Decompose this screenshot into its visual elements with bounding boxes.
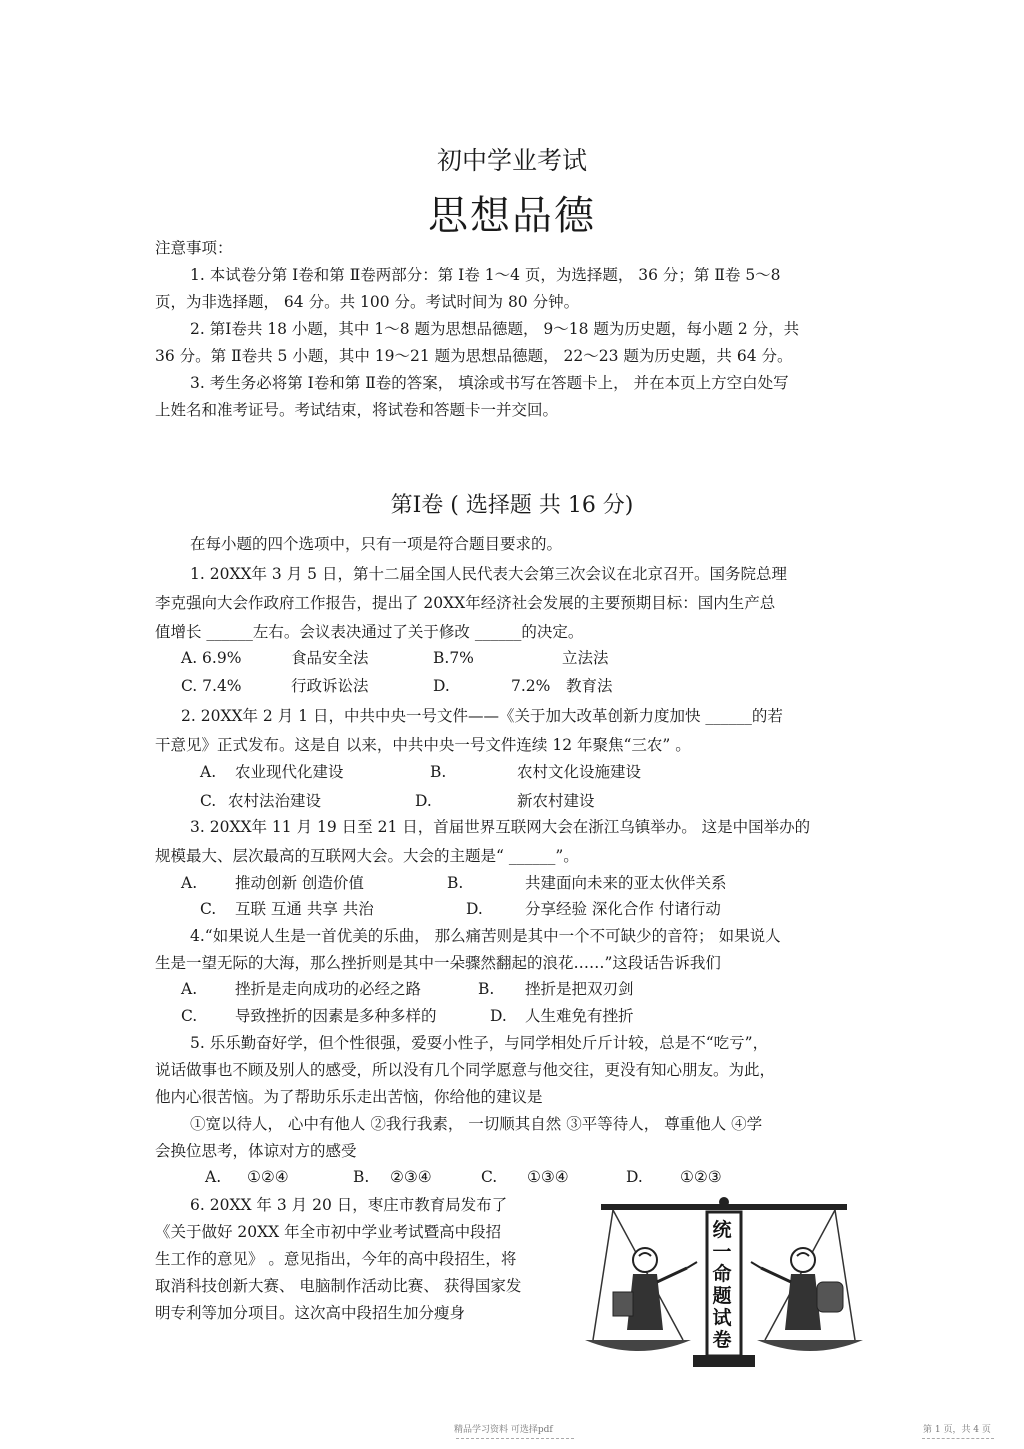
q5-option-b-text: ②③④ bbox=[390, 1168, 432, 1186]
question-2-line: 干意见》正式发布。这是自 以来，中共中央一号文件连续 12 年聚焦“三农” 。 bbox=[155, 736, 691, 754]
q5-option-c-text: ①③④ bbox=[527, 1168, 569, 1186]
footer-divider-left bbox=[456, 1438, 574, 1439]
q4-option-b-text: 挫折是把双刃剑 bbox=[525, 980, 634, 998]
question-6-line: 取消科技创新大赛、 电脑制作活动比赛、 获得国家发 bbox=[155, 1277, 522, 1295]
q3-option-a: A. bbox=[181, 874, 198, 892]
q3-option-d-text: 分享经验 深化合作 付诸行动 bbox=[525, 900, 721, 918]
q3-option-a-text: 推动创新 创造价值 bbox=[235, 874, 364, 892]
q4-option-c: C. bbox=[181, 1007, 198, 1025]
q4-option-b: B. bbox=[478, 980, 495, 998]
q5-option-c: C. bbox=[481, 1168, 498, 1186]
q2-option-d: D. bbox=[415, 792, 432, 810]
q3-option-c-text: 互联 互通 共享 共治 bbox=[235, 900, 374, 918]
notice-line: 2. 第Ⅰ卷共 18 小题，其中 1～8 题为思想品德题， 9～18 题为历史题，每小题 2 分，共 bbox=[190, 320, 800, 338]
q2-option-a: A. bbox=[200, 763, 217, 781]
notice-line: 上姓名和准考证号。考试结束，将试卷和答题卡一并交回。 bbox=[155, 401, 559, 419]
q1-option-b-text: 立法法 bbox=[562, 649, 609, 667]
section-title: 第Ⅰ卷 ( 选择题 共 16 分) bbox=[390, 493, 634, 518]
q2-option-c-text: 农村法治建设 bbox=[228, 792, 322, 810]
q2-option-c: C. bbox=[200, 792, 217, 810]
question-1-line: 1. 20XX年 3 月 5 日，第十二届全国人民代表大会第三次会议在北京召开。国务院总理 bbox=[190, 565, 787, 583]
q4-option-a-text: 挫折是走向成功的必经之路 bbox=[235, 980, 422, 998]
q2-option-a-text: 农业现代化建设 bbox=[235, 763, 344, 781]
q5-option-b: B. bbox=[353, 1168, 370, 1186]
footer-page-number: 第 1 页，共 4 页 bbox=[923, 1425, 991, 1435]
notice-line: 36 分。第 Ⅱ卷共 5 小题，其中 19～21 题为思想品德题， 22～23 题为历史题，共 64 分。 bbox=[155, 347, 793, 365]
q1-option-b: B.7% bbox=[433, 649, 474, 667]
q4-option-c-text: 导致挫折的因素是多种多样的 bbox=[235, 1007, 437, 1025]
footer-divider-right bbox=[922, 1438, 994, 1439]
question-6-line: 6. 20XX 年 3 月 20 日，枣庄市教育局发布了 bbox=[190, 1196, 508, 1214]
question-4-line: 生是一望无际的大海，那么挫折则是其中一朵骤然翻起的浪花……”这段话告诉我们 bbox=[155, 954, 721, 972]
question-5-line: ①宽以待人， 心中有他人 ②我行我素， 一切顺其自然 ③平等待人， 尊重他人 ④学 bbox=[190, 1115, 763, 1133]
q2-option-d-text: 新农村建设 bbox=[517, 792, 595, 810]
question-2-line: 2. 20XX年 2 月 1 日，中共中央一号文件——《关于加大改革创新力度加快 ______的若 bbox=[181, 707, 783, 725]
footer-left: 精品学习资料 可选择pdf bbox=[454, 1425, 553, 1435]
q1-option-d-value: 7.2% bbox=[511, 677, 551, 695]
question-3-line: 规模最大、层次最高的互联网大会。大会的主题是“ ______”。 bbox=[155, 847, 579, 865]
q4-option-d: D. bbox=[490, 1007, 507, 1025]
q1-option-d-text: 教育法 bbox=[566, 677, 613, 695]
question-1-line: 李克强向大会作政府工作报告，提出了 20XX年经济社会发展的主要预期目标：国内生产总 bbox=[155, 594, 776, 612]
q2-option-b: B. bbox=[430, 763, 447, 781]
illustration-label: 统一命题试卷 bbox=[712, 1219, 736, 1351]
q1-option-d: D. bbox=[433, 677, 450, 695]
q1-option-c: C. 7.4% bbox=[181, 677, 242, 695]
q4-option-d-text: 人生难免有挫折 bbox=[525, 1007, 634, 1025]
question-4-line: 4.“如果说人生是一首优美的乐曲， 那么痛苦则是其中一个不可缺少的音符； 如果说人 bbox=[190, 927, 781, 945]
notice-line: 3. 考生务必将第 Ⅰ卷和第 Ⅱ卷的答案， 填涂或书写在答题卡上， 并在本页上方空白处写 bbox=[190, 374, 789, 392]
question-3-line: 3. 20XX年 11 月 19 日至 21 日，首届世界互联网大会在浙江乌镇举办。 这是中国举办的 bbox=[190, 818, 811, 836]
q3-option-b: B. bbox=[447, 874, 464, 892]
question-5-line: 5. 乐乐勤奋好学，但个性很强，爱耍小性子，与同学相处斤斤计较，总是不“吃亏”， bbox=[190, 1034, 769, 1052]
q2-option-b-text: 农村文化设施建设 bbox=[517, 763, 642, 781]
q1-option-a-text: 食品安全法 bbox=[291, 649, 369, 667]
exam-title: 思想品德 bbox=[428, 193, 596, 239]
q1-option-a: A. 6.9% bbox=[181, 649, 242, 667]
notice-line: 页，为非选择题， 64 分。共 100 分。考试时间为 80 分钟。 bbox=[155, 293, 580, 311]
question-6-line: 《关于做好 20XX 年全市初中学业考试暨高中段招 bbox=[155, 1223, 502, 1241]
question-6-line: 明专利等加分项目。这次高中段招生加分瘦身 bbox=[155, 1304, 466, 1322]
question-1-line: 值增长 ______左右。会议表决通过了关于修改 ______的决定。 bbox=[155, 623, 584, 641]
q1-option-c-text: 行政诉讼法 bbox=[291, 677, 369, 695]
question-5-line: 他内心很苦恼。为了帮助乐乐走出苦恼，你给他的建议是 bbox=[155, 1088, 543, 1106]
notice-heading: 注意事项： bbox=[155, 239, 233, 257]
q5-option-d-text: ①②③ bbox=[680, 1168, 722, 1186]
q3-option-b-text: 共建面向未来的亚太伙伴关系 bbox=[525, 874, 727, 892]
balance-scale-cartoon-icon bbox=[583, 1190, 865, 1370]
notice-line: 1. 本试卷分第 Ⅰ卷和第 Ⅱ卷两部分：第 Ⅰ卷 1～4 页，为选择题， 36 分；第 Ⅱ卷 5～8 bbox=[190, 266, 781, 284]
q5-option-d: D. bbox=[626, 1168, 643, 1186]
q3-option-d: D. bbox=[466, 900, 483, 918]
question-5-line: 说话做事也不顾及别人的感受，所以没有几个同学愿意与他交往，更没有知心朋友。为此， bbox=[155, 1061, 776, 1079]
q3-option-c: C. bbox=[200, 900, 217, 918]
q5-option-a: A. bbox=[205, 1168, 222, 1186]
exam-subtitle: 初中学业考试 bbox=[436, 146, 587, 175]
question-5-line: 会换位思考，体谅对方的感受 bbox=[155, 1142, 357, 1160]
q5-option-a-text: ①②④ bbox=[247, 1168, 289, 1186]
question-6-line: 生工作的意见》 。意见指出，今年的高中段招生，将 bbox=[155, 1250, 517, 1268]
section-instruction: 在每小题的四个选项中，只有一项是符合题目要求的。 bbox=[190, 535, 563, 553]
q4-option-a: A. bbox=[181, 980, 198, 998]
